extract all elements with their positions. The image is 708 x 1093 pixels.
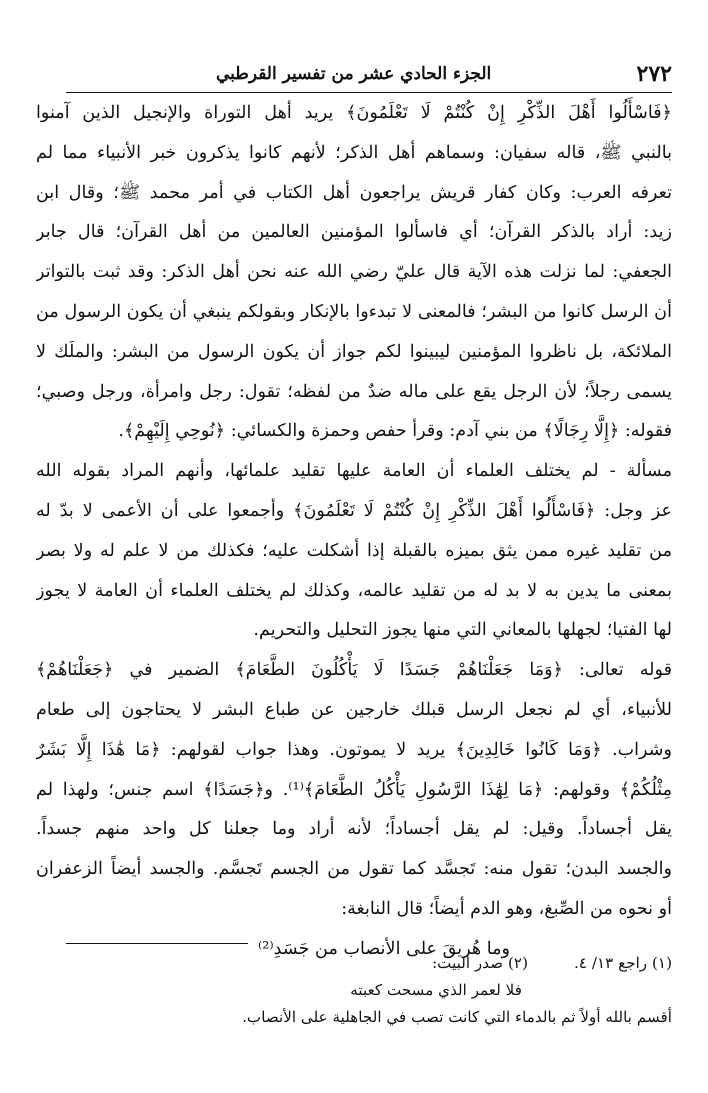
text-line: مِثْلُكُمْ﴾ وقولهم: ﴿مَا لِهَٰذَا الرَّسُولِ يَأْكُلُ الطَّعَامَ﴾⁽¹⁾. و﴿جَسَدًا﴾ اسم جنس؛ ولهذا لم [36, 779, 672, 800]
text-line: وشراب. ﴿وَمَا كَانُوا خَالِدِينَ﴾ يريد لا يموتون. وهذا جواب لقولهم: ﴿مَا هَٰذَا إِلَّا بَشَرٌ [36, 739, 672, 760]
text-line: يسمى رجلاً؛ لأن الرجل يقع على ماله ضدٌ من لفظه؛ تقول: رجل وامرأة، ورجل وصبي؛ [36, 381, 672, 402]
footnote-row [36, 950, 672, 977]
text-line: الملائكة، بل ناظروا المؤمنين ليبينوا لكم جواز أن يكون الرسول من البشر: والملَك لا [36, 341, 672, 362]
text-line: يقل أجساداً. وقيل: لم يقل أجساداً؛ لأنه أراد وما جعلنا كل واحد منهم جسداً. [36, 819, 672, 840]
text-line: عز وجل: ﴿فَاسْأَلُوا أَهْلَ الذِّكْرِ إِنْ كُنْتُمْ لَا تَعْلَمُونَ﴾ وأجمعوا على أن الأعمى لا بدّ له [36, 500, 672, 521]
text-line: ﴿فَاسْأَلُوا أَهْلَ الذِّكْرِ إِنْ كُنْتُمْ لَا تَعْلَمُونَ﴾ يريد أهل التوراة والإنجيل الذين آمنوا [36, 103, 672, 123]
text-line: تعرفه العرب: وكان كفار قريش يراجعون أهل الكتاب في أمر محمد ﷺ؛ وقال ابن [36, 182, 672, 203]
text-line: بالنبي ﷺ، قاله سفيان: وسماهم أهل الذكر؛ لأنهم كانوا يذكرون خبر الأنبياء مما لم [36, 142, 672, 163]
footnote-1: (١) راجع ١٣/ ٤. [574, 954, 672, 972]
text-line: مسألة - لم يختلف العلماء أن العامة عليها تقليد علمائها، وأنهم المراد بقوله الله [36, 461, 672, 482]
main-text [36, 94, 672, 970]
footnotes [36, 950, 672, 1031]
text-line: الجعفي: لما نزلت هذه الآية قال عليّ رضي الله عنه نحن أهل الذكر: وقد ثبت بالتواتر [36, 262, 672, 283]
text-line: للأنبياء، أي لم نجعل الرسل قبلك خارجين عن طباع البشر لا يحتاجون إلى طعام [36, 699, 672, 720]
text-line: لها الفتيا؛ لجهلها بالمعاني التي منها يجوز التحليل والتحريم. [253, 620, 672, 641]
text-line: أن الرسل كانوا من البشر؛ فالمعنى لا تبدءوا بالإنكار وبقولكم ينبغي أن يكون الرسول من [36, 301, 672, 322]
text-line: زيد: أراد بالذكر القرآن؛ أي فاسألوا المؤمنين العالمين من أهل القرآن؛ قال جابر [36, 222, 672, 243]
footnote-explanation: أقسم بالله أولاً ثم بالدماء التي كانت تصب في الجاهلية على الأنصاب. [242, 1008, 672, 1026]
text-line: قوله تعالى: ﴿وَمَا جَعَلْنَاهُمْ جَسَدًا لَا يَأْكُلُونَ الطَّعَامَ﴾ الضمير في ﴿جَعَلْنَاهُمْ﴾ [36, 660, 672, 681]
text-line: من تقليد غيره ممن يثق بميزه بالقبلة إذا أشكلت عليه؛ فكذلك من لا علم له ولا بصر [36, 540, 672, 561]
text-line: أو نحوه من الصِّبغ، وهو الدم أيضاً؛ قال النابغة: [341, 898, 672, 919]
footnote-verse: فلا لعمر الذي مسحت كعبته [350, 981, 522, 999]
running-title: الجزء الحادي عشر من تفسير القرطبي [216, 64, 492, 84]
text-line: فقوله: ﴿إِلَّا رِجَالًا﴾ من بني آدم: وقرأ حفص وحمزة والكسائي: ﴿نُوحِي إِلَيْهِمْ﴾. [118, 421, 672, 442]
text-line: بمعنى ما يدين به لا بد له من تقليد عالمه، وكذلك لم يختلف العلماء أن العامة لا يجوز [36, 580, 672, 601]
footnote-divider [66, 943, 248, 944]
footnote-2: (٢) صدر البيت: [432, 954, 528, 972]
poetry-verse: وما هُريقَ على الأنصاب من جَسَدِ⁽²⁾ [257, 938, 511, 959]
page-header [66, 56, 672, 93]
text-line: والجسد البدن؛ تقول منه: تَجسَّد كما تقول من الجسم تَجسَّم. والجسد أيضاً الزعفران [36, 859, 672, 880]
page-number: ٢٧٢ [636, 61, 672, 87]
